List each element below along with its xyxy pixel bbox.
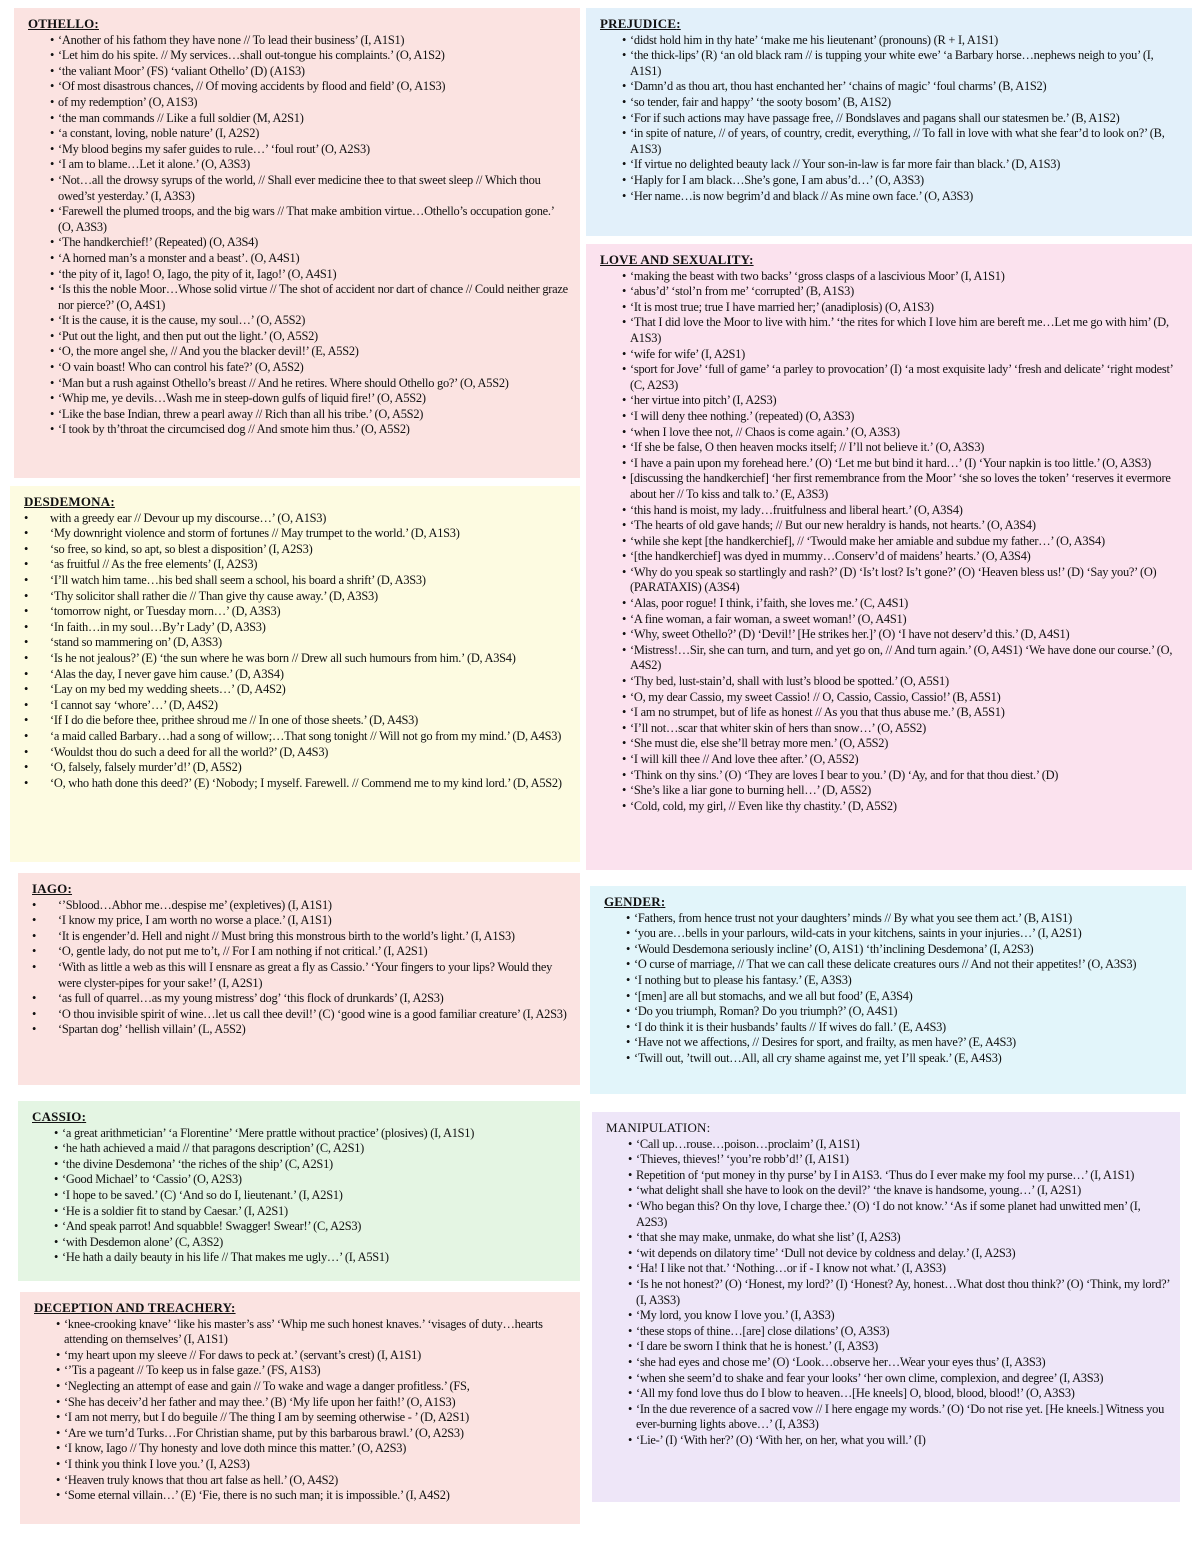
cassio-section: [18, 1101, 580, 1281]
list-item: • ‘the divine Desdemona’ ‘the riches of the ship’ (C, A2S1): [54, 1157, 570, 1173]
list-item: • ‘when she seem’d to shake and fear your looks’ ‘her own clime, complexion, and degree’ (I, A3S3): [628, 1371, 1170, 1387]
list-item: • ‘He is a soldier fit to stand by Caesar.’ (I, A2S1): [54, 1204, 570, 1220]
list-item: • ‘O, falsely, falsely murder’d!’ (D, A5S2): [24, 760, 570, 776]
gender-heading: GENDER:: [604, 894, 666, 909]
prejudice-list: [622, 33, 1182, 205]
list-item: • ‘[the handkerchief] was dyed in mummy…Conserv’d of maidens’ hearts.’ (O, A3S4): [622, 549, 1182, 565]
list-item: • [discussing the handkerchief] ‘her first remembrance from the Moor’ ‘she so loves the token’ ‘reserves it evermore about her // To kiss and talk to.’ (E, A3S3): [622, 471, 1182, 502]
list-item: • with a greedy ear // Devour up my discourse…’ (O, A1S3): [24, 511, 570, 527]
list-item: • ‘wife for wife’ (I, A2S1): [622, 347, 1182, 363]
list-item: • ‘Thy solicitor shall rather die // Than give thy cause away.’ (D, A3S3): [24, 589, 570, 605]
list-item: • ‘these stops of thine…[are] close dilations’ (O, A3S3): [628, 1324, 1170, 1340]
list-item: • ‘when I love thee not, // Chaos is come again.’ (O, A3S3): [622, 425, 1182, 441]
list-item: • ‘the man commands // Like a full soldier (M, A2S1): [50, 111, 570, 127]
list-item: • ‘O, my dear Cassio, my sweet Cassio! // O, Cassio, Cassio, Cassio!’ (B, A5S1): [622, 690, 1182, 706]
list-item: • ‘Like the base Indian, threw a pearl away // Rich than all his tribe.’ (O, A5S2): [50, 407, 570, 423]
list-item: • ‘It is engender’d. Hell and night // Must bring this monstrous birth to the world’s light.’ (I, A1S3): [32, 929, 570, 945]
list-item: • ‘Who began this? On thy love, I charge thee.’ (O) ‘I do not know.’ ‘As if some planet had unwitted men’ (I, A2S3): [628, 1199, 1170, 1230]
list-item: • ‘In faith…in my soul…By’r Lady’ (D, A3S3): [24, 620, 570, 636]
prejudice-heading-text: PREJUDICE: [600, 16, 677, 31]
list-item: • Repetition of ‘put money in thy purse’ by I in A1S3. ‘Thus do I ever make my fool my purse…’ (I, A1S1): [628, 1168, 1170, 1184]
list-item: • ‘Man but a rush against Othello’s breast // And he retires. Where should Othello go?’ (O, A5S2): [50, 376, 570, 392]
desdemona-heading-text: DESDEMONA: [24, 494, 111, 509]
list-item: • ‘Why, sweet Othello?’ (D) ‘Devil!’ [He strikes her.]’ (O) ‘I have not deserv’d this.’ (D, A4S1): [622, 627, 1182, 643]
list-item: • ‘[men] are all but stomachs, and we all but food’ (E, A3S4): [626, 989, 1176, 1005]
list-item: • ‘My blood begins my safer guides to rule…’ ‘foul rout’ (O, A2S3): [50, 142, 570, 158]
list-item: • ‘the valiant Moor’ (FS) ‘valiant Othello’ (D) (A1S3): [50, 64, 570, 80]
list-item: • ‘I’ll not…scar that whiter skin of hers than snow…’ (O, A5S2): [622, 721, 1182, 737]
list-item: • ‘Not…all the drowsy syrups of the world, // Shall ever medicine thee to that sweet sleep // Which thou owed’st yesterday.’ (I, A3S3): [50, 173, 570, 204]
list-item: • ‘The handkerchief!’ (Repeated) (O, A3S4): [50, 235, 570, 251]
list-item: • ‘Have not we affections, // Desires for sport, and frailty, as men have?’ (E, A4S3): [626, 1035, 1176, 1051]
list-item: • ‘didst hold him in thy hate’ ‘make me his lieutenant’ (pronouns) (R + I, A1S1): [622, 33, 1182, 49]
list-item: • ‘a constant, loving, noble nature’ (I, A2S2): [50, 126, 570, 142]
list-item: • ‘Some eternal villain…’ (E) ‘Fie, there is no such man; it is impossible.’ (I, A4S2): [56, 1488, 570, 1504]
list-item: • ‘I know my price, I am worth no worse a place.’ (I, A1S1): [32, 913, 570, 929]
list-item: • ‘stand so mammering on’ (D, A3S3): [24, 635, 570, 651]
list-item: • ‘Spartan dog’ ‘hellish villain’ (L, A5S2): [32, 1022, 570, 1038]
list-item: • ‘Her name…is now begrim’d and black // As mine own face.’ (O, A3S3): [622, 189, 1182, 205]
desdemona-list: [24, 511, 570, 792]
list-item: • ‘’Sblood…Abhor me…despise me’ (expletives) (I, A1S1): [32, 898, 570, 914]
list-item: • ‘Twill out, ’twill out…All, all cry shame against me, yet I’ll speak.’ (E, A4S3): [626, 1051, 1176, 1067]
list-item: • ‘She has deceiv’d her father and may thee.’ (B) ‘My life upon her faith!’ (O, A1S3): [56, 1395, 570, 1411]
list-item: • ‘My lord, you know I love you.’ (I, A3S3): [628, 1308, 1170, 1324]
desdemona-section: [10, 486, 580, 862]
list-item: • ‘In the due reverence of a sacred vow // I here engage my words.’ (O) ‘Do not rise yet. [He kneels.] Witness you ever-burning lights above…’ (I, A3S3): [628, 1402, 1170, 1433]
othello-section: [14, 8, 580, 478]
list-item: • ‘Thy bed, lust-stain’d, shall with lust’s blood be spotted.’ (O, A5S1): [622, 674, 1182, 690]
list-item: • ‘O, the more angel she, // And you the blacker devil!’ (E, A5S2): [50, 344, 570, 360]
list-item: • ‘Are we turn’d Turks…For Christian shame, put by this barbarous brawl.’ (O, A2S3): [56, 1426, 570, 1442]
iago-heading: IAGO:: [32, 881, 73, 896]
list-item: • ‘so tender, fair and happy’ ‘the sooty bosom’ (B, A1S2): [622, 95, 1182, 111]
list-item: • ‘sport for Jove’ ‘full of game’ ‘a parley to provocation’ (I) ‘a most exquisite lady’ ‘fresh and delicate’ ‘right modest’ (C, A2S3): [622, 362, 1182, 393]
list-item: • ‘what delight shall she have to look on the devil?’ ‘the knave is handsome, young…’ (I, A2S1): [628, 1183, 1170, 1199]
cassio-heading: CASSIO:: [32, 1109, 87, 1124]
deception-list: [56, 1317, 570, 1504]
list-item: • ‘Wouldst thou do such a deed for all the world?’ (D, A4S3): [24, 745, 570, 761]
list-item: • ‘a maid called Barbary…had a song of willow;…That song tonight // Will not go from my mind.’ (D, A4S3): [24, 729, 570, 745]
list-item: • ‘Another of his fathom they have none // To lead their business’ (I, A1S1): [50, 33, 570, 49]
list-item: • ‘I will deny thee nothing.’ (repeated) (O, A3S3): [622, 409, 1182, 425]
list-item: • of my redemption’ (O, A1S3): [50, 95, 570, 111]
list-item: • ‘I have a pain upon my forehead here.’ (O) ‘Let me but bind it hard…’ (I) ‘Your napkin is too little.’ (O, A3S3): [622, 456, 1182, 472]
list-item: • ‘Let him do his spite. // My services…shall out-tongue his complaints.’ (O, A1S2): [50, 48, 570, 64]
list-item: • ‘I hope to be saved.’ (C) ‘And so do I, lieutenant.’ (I, A2S1): [54, 1188, 570, 1204]
list-item: • ‘my heart upon my sleeve // For daws to peck at.’ (servant’s crest) (I, A1S1): [56, 1348, 570, 1364]
list-item: • ‘knee-crooking knave’ ‘like his master’s ass’ ‘Whip me such honest knaves.’ ‘visages of duty…hearts attending on themselves’ (I, A1S1): [56, 1317, 570, 1348]
prejudice-heading: PREJUDICE:: [600, 16, 681, 31]
list-item: • ‘Is he not honest?’ (O) ‘Honest, my lord?’ (I) ‘Honest? Ay, honest…What dost thou think?’ (O) ‘Think, my lord?’ (I, A3S3): [628, 1277, 1170, 1308]
list-item: • ‘If virtue no delighted beauty lack // Your son-in-law is far more fair than black.’ (D, A1S3): [622, 157, 1182, 173]
list-item: • ‘I think you think I love you.’ (I, A2S3): [56, 1457, 570, 1473]
list-item: • ‘All my fond love thus do I blow to heaven…[He kneels] O, blood, blood, blood!’ (O, A3S3): [628, 1386, 1170, 1402]
list-item: • ‘that she may make, unmake, do what she list’ (I, A2S3): [628, 1230, 1170, 1246]
list-item: • ‘’Tis a pageant // To keep us in false gaze.’ (FS, A1S3): [56, 1363, 570, 1379]
list-item: • ‘I cannot say ‘whore’…’ (D, A4S2): [24, 698, 570, 714]
list-item: • ‘I am not merry, but I do beguile // The thing I am by seeming otherwise - ’ (D, A2S1): [56, 1410, 570, 1426]
list-item: • ‘For if such actions may have passage free, // Bondslaves and pagans shall our statesmen be.’ (B, A1S2): [622, 111, 1182, 127]
list-item: • ‘If she be false, O then heaven mocks itself; // I’ll not believe it.’ (O, A3S3): [622, 440, 1182, 456]
list-item: • ‘I am to blame…Let it alone.’ (O, A3S3): [50, 157, 570, 173]
prejudice-section: [586, 8, 1192, 236]
list-item: • ‘Alas, poor rogue! I think, i’faith, she loves me.’ (C, A4S1): [622, 596, 1182, 612]
list-item: • ‘tomorrow night, or Tuesday morn…’ (D, A3S3): [24, 604, 570, 620]
list-item: • ‘O vain boast! Who can control his fate?’ (O, A5S2): [50, 360, 570, 376]
love-list: [622, 269, 1182, 815]
list-item: • ‘Is this the noble Moor…Whose solid virtue // The shot of accident nor dart of chance // Could neither graze nor pierce?’ (O, A4S1): [50, 282, 570, 313]
list-item: • ‘It is the cause, it is the cause, my soul…’ (O, A5S2): [50, 313, 570, 329]
love-heading: LOVE AND SEXUALITY:: [600, 252, 754, 267]
list-item: • ‘as full of quarrel…as my young mistress’ dog’ ‘this flock of drunkards’ (I, A2S3): [32, 991, 570, 1007]
gender-heading-text: GENDER: [604, 894, 661, 909]
list-item: • ‘Whip me, ye devils…Wash me in steep-down gulfs of liquid fire!’ (O, A5S2): [50, 391, 570, 407]
list-item: • ‘I dare be sworn I think that he is honest.’ (I, A3S3): [628, 1339, 1170, 1355]
list-item: • ‘O thou invisible spirit of wine…let us call thee devil!’ (C) ‘good wine is a good familiar creature’ (I, A2S3): [32, 1007, 570, 1023]
list-item: • ‘abus’d’ ‘stol’n from me’ ‘corrupted’ (B, A1S3): [622, 284, 1182, 300]
list-item: • ‘so free, so kind, so apt, so blest a disposition’ (I, A2S3): [24, 542, 570, 558]
list-item: • ‘you are…bells in your parlours, wild-cats in your kitchens, saints in your injuries…’ (I, A2S1): [626, 926, 1176, 942]
list-item: • ‘If I do die before thee, prithee shroud me // In one of those sheets.’ (D, A4S3): [24, 713, 570, 729]
list-item: • ‘I know, Iago // Thy honesty and love doth mince this matter.’ (O, A2S3): [56, 1441, 570, 1457]
list-item: • ‘the thick-lips’ (R) ‘an old black ram // is tupping your white ewe’ ‘a Barbary horse…nephews neigh to you’ (I, A1S1): [622, 48, 1182, 79]
list-item: • ‘O, who hath done this deed?’ (E) ‘Nobody; I myself. Farewell. // Commend me to my kind lord.’ (D, A5S2): [24, 776, 570, 792]
manipulation-list: [628, 1137, 1170, 1449]
manipulation-heading: MANIPULATION:: [606, 1120, 711, 1135]
list-item: • ‘Mistress!…Sir, she can turn, and turn, and yet go on, // And turn again.’ (O, A4S1) ‘We have done our course.’ (O, A4S2): [622, 643, 1182, 674]
desdemona-heading: DESDEMONA:: [24, 494, 115, 509]
love-section: [586, 244, 1192, 870]
list-item: • ‘Do you triumph, Roman? Do you triumph?’ (O, A4S1): [626, 1004, 1176, 1020]
list-item: • ‘the pity of it, Iago! O, Iago, the pity of it, Iago!’ (O, A4S1): [50, 267, 570, 283]
list-item: • ‘I am no strumpet, but of life as honest // As you that thus abuse me.’ (B, A5S1): [622, 705, 1182, 721]
list-item: • ‘O, gentle lady, do not put me to’t, // For I am nothing if not critical.’ (I, A2S1): [32, 944, 570, 960]
deception-heading: DECEPTION AND TREACHERY:: [34, 1300, 236, 1315]
list-item: • ‘Why do you speak so startlingly and rash?’ (D) ‘Is’t lost? Is’t gone?’ (O) ‘Heaven bless us!’ (D) ‘Say you?’ (O) (PARATAXIS) (A3S4): [622, 565, 1182, 596]
list-item: • ‘I nothing but to please his fantasy.’ (E, A3S3): [626, 973, 1176, 989]
list-item: • ‘she had eyes and chose me’ (O) ‘Look…observe her…Wear your eyes thus’ (I, A3S3): [628, 1355, 1170, 1371]
list-item: • ‘I took by th’throat the circumcised dog // And smote him thus.’ (O, A5S2): [50, 422, 570, 438]
list-item: • ‘Fathers, from hence trust not your daughters’ minds // By what you see them act.’ (B, A1S1): [626, 911, 1176, 927]
love-heading-text: LOVE AND SEXUALITY: [600, 252, 750, 267]
list-item: • ‘A fine woman, a fair woman, a sweet woman!’ (O, A4S1): [622, 612, 1182, 628]
list-item: • ‘Haply for I am black…She’s gone, I am abus’d…’ (O, A3S3): [622, 173, 1182, 189]
list-item: • ‘She’s like a liar gone to burning hell…’ (D, A5S2): [622, 783, 1182, 799]
gender-section: [590, 886, 1186, 1094]
list-item: • ‘Farewell the plumed troops, and the big wars // That make ambition virtue…Othello’s occupation gone.’ (O, A3S3): [50, 204, 570, 235]
list-item: • ‘in spite of nature, // of years, of country, credit, everything, // To fall in love with what she fear’d to look on?’ (B, A1S3): [622, 126, 1182, 157]
othello-heading-text: OTHELLO: [28, 16, 95, 31]
list-item: • ‘I do think it is their husbands’ faults // If wives do fall.’ (E, A4S3): [626, 1020, 1176, 1036]
list-item: • ‘I will kill thee // And love thee after.’ (O, A5S2): [622, 752, 1182, 768]
list-item: • ‘A horned man’s a monster and a beast’. (O, A4S1): [50, 251, 570, 267]
deception-heading-text: DECEPTION AND TREACHERY: [34, 1300, 232, 1315]
list-item: • ‘Would Desdemona seriously incline’ (O, A1S1) ‘th’inclining Desdemona’ (I, A2S3): [626, 942, 1176, 958]
list-item: • ‘Damn’d as thou art, thou hast enchanted her’ ‘chains of magic’ ‘foul charms’ (B, A1S2): [622, 79, 1182, 95]
list-item: • ‘a great arithmetician’ ‘a Florentine’ ‘Mere prattle without practice’ (plosives) (I, A1S1): [54, 1126, 570, 1142]
list-item: • ‘And speak parrot! And squabble! Swagger! Swear!’ (C, A2S3): [54, 1219, 570, 1235]
list-item: • ‘Alas the day, I never gave him cause.’ (D, A3S4): [24, 667, 570, 683]
list-item: • ‘Cold, cold, my girl, // Even like thy chastity.’ (D, A5S2): [622, 799, 1182, 815]
othello-list: [50, 33, 570, 438]
list-item: • ‘Of most disastrous chances, // Of moving accidents by flood and field’ (O, A1S3): [50, 79, 570, 95]
list-item: • ‘this hand is moist, my lady…fruitfulness and liberal heart.’ (O, A3S4): [622, 503, 1182, 519]
list-item: • ‘O curse of marriage, // That we can call these delicate creatures ours // And not their appetites!’ (O, A3S3): [626, 957, 1176, 973]
list-item: • ‘with Desdemon alone’ (C, A3S2): [54, 1235, 570, 1251]
iago-section: [18, 873, 580, 1085]
othello-heading: OTHELLO:: [28, 16, 99, 31]
gender-list: [626, 911, 1176, 1067]
list-item: • ‘wit depends on dilatory time’ ‘Dull not device by coldness and delay.’ (I, A2S3): [628, 1246, 1170, 1262]
list-item: • ‘Thieves, thieves!’ ‘you’re robb’d!’ (I, A1S1): [628, 1152, 1170, 1168]
list-item: • ‘her virtue into pitch’ (I, A2S3): [622, 393, 1182, 409]
list-item: • ‘Think on thy sins.’ (O) ‘They are loves I bear to you.’ (D) ‘Ay, and for that thou diest.’ (D): [622, 768, 1182, 784]
list-item: • ‘he hath achieved a maid // that paragons description’ (C, A2S1): [54, 1141, 570, 1157]
list-item: • ‘making the beast with two backs’ ‘gross clasps of a lascivious Moor’ (I, A1S1): [622, 269, 1182, 285]
list-item: • ‘Put out the light, and then put out the light.’ (O, A5S2): [50, 329, 570, 345]
list-item: • ‘I’ll watch him tame…his bed shall seem a school, his board a shrift’ (D, A3S3): [24, 573, 570, 589]
list-item: • ‘Is he not jealous?’ (E) ‘the sun where he was born // Drew all such humours from him.’ (D, A3S4): [24, 651, 570, 667]
list-item: • ‘Neglecting an attempt of ease and gain // To wake and wage a danger profitless.’ (FS,: [56, 1379, 570, 1395]
list-item: • ‘She must die, else she’ll betray more men.’ (O, A5S2): [622, 736, 1182, 752]
list-item: • ‘Call up…rouse…poison…proclaim’ (I, A1S1): [628, 1137, 1170, 1153]
iago-list: [32, 898, 570, 1038]
list-item: • ‘Lay on my bed my wedding sheets…’ (D, A4S2): [24, 682, 570, 698]
list-item: • ‘Good Michael’ to ‘Cassio’ (O, A2S3): [54, 1172, 570, 1188]
list-item: • ‘while she kept [the handkerchief], // ‘Twould make her amiable and subdue my father…’ (O, A3S4): [622, 534, 1182, 550]
list-item: • ‘Ha! I like not that.’ ‘Nothing…or if - I know not what.’ (I, A3S3): [628, 1261, 1170, 1277]
list-item: • ‘The hearts of old gave hands; // But our new heraldry is hands, not hearts.’ (O, A3S4): [622, 518, 1182, 534]
list-item: • ‘as fruitful // As the free elements’ (I, A2S3): [24, 557, 570, 573]
list-item: • ‘With as little a web as this will I ensnare as great a fly as Cassio.’ ‘Your fingers to your lips? Would they were clyster-pipes for your sake!’ (I, A2S1): [32, 960, 570, 991]
list-item: • ‘Lie-’ (I) ‘With her?’ (O) ‘With her, on her, what you will.’ (I): [628, 1433, 1170, 1449]
iago-heading-text: IAGO: [32, 881, 68, 896]
list-item: • ‘It is most true; true I have married her;’ (anadiplosis) (O, A1S3): [622, 300, 1182, 316]
list-item: • ‘My downright violence and storm of fortunes // May trumpet to the world.’ (D, A1S3): [24, 526, 570, 542]
cassio-heading-text: CASSIO: [32, 1109, 82, 1124]
list-item: • ‘That I did love the Moor to live with him.’ ‘the rites for which I love him are bereft me…Let me go with him’ (D, A1S3): [622, 315, 1182, 346]
list-item: • ‘Heaven truly knows that thou art false as hell.’ (O, A4S2): [56, 1473, 570, 1489]
manipulation-section: [592, 1112, 1180, 1502]
deception-section: [20, 1292, 580, 1524]
cassio-list: [54, 1126, 570, 1266]
list-item: • ‘He hath a daily beauty in his life // That makes me ugly…’ (I, A5S1): [54, 1250, 570, 1266]
